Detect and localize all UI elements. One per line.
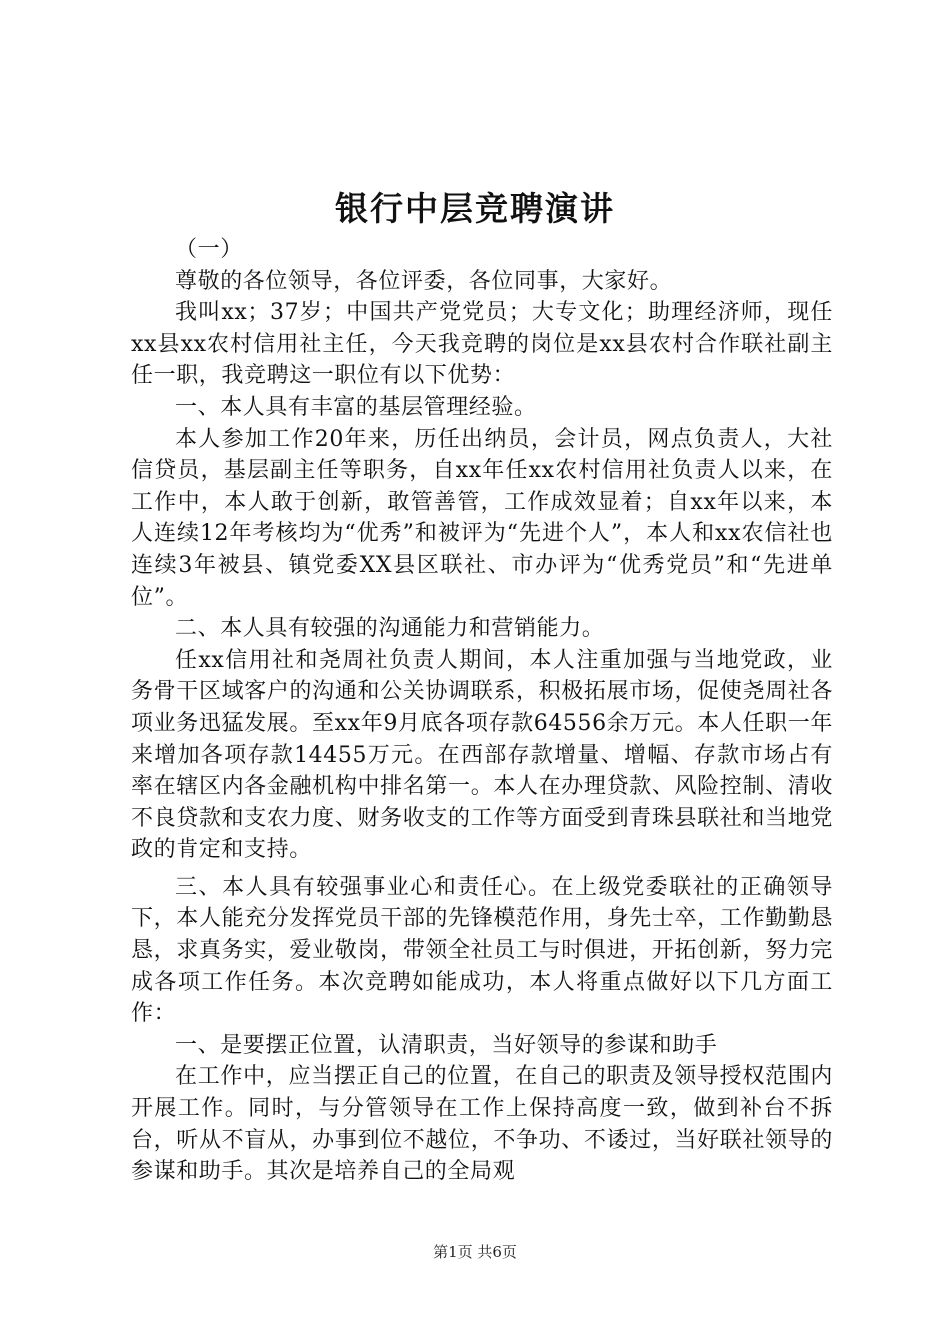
section-marker: （一） bbox=[175, 237, 243, 262]
advantage-heading-2: 二、本人具有较强的沟通能力和营销能力。 bbox=[175, 616, 605, 642]
work-plan-heading-1: 一、是要摆正位置，认清职责，当好领导的参谋和助手 bbox=[175, 1032, 718, 1058]
document-title: 银行中层竞聘演讲 bbox=[335, 189, 615, 228]
experience-paragraph: 本人参加工作20年来，历任出纳员，会计员，网点负责人，大社信贷员，基层副主任等职务，自xx年任xx农村信用社负责人以来，在工作中，本人敢于创新，敢管善管，工作成效显着；自xx年以来，本人连续12年考核均为“优秀”和被评为“先进个人”，本人和xx农信社也连续3年被县、镇党委XX县区联社、市办评为“优秀党员”和“先进单位”。 bbox=[131, 426, 833, 610]
document-body bbox=[131, 234, 833, 1188]
introduction-paragraph: 我叫xx；37岁；中国共产党党员；大专文化；助理经济师，现任xx县xx农村信用社主任，今天我竞聘的岗位是xx县农村合作联社副主任一职，我竞聘这一职位有以下优势： bbox=[131, 300, 833, 389]
responsibility-paragraph: 三、本人具有较强事业心和责任心。在上级党委联社的正确领导下，本人能充分发挥党员干部的先锋模范作用，身先士卒，工作勤勤恳恳，求真务实，爱业敬岗，带领全社员工与时俱进，开拓创新，努力完成各项工作任务。本次竞聘如能成功，本人将重点做好以下几方面工作： bbox=[131, 874, 833, 1027]
page-footer: 第1页 共6页 bbox=[433, 1243, 517, 1261]
work-plan-paragraph: 在工作中，应当摆正自己的位置，在自己的职责及领导授权范围内开展工作。同时，与分管领导在工作上保持高度一致，做到补台不拆台，听从不盲从，办事到位不越位，不争功、不诿过，当好联社领导的参谋和助手。其次是培养自己的全局观 bbox=[131, 1064, 833, 1185]
advantage-heading-1: 一、本人具有丰富的基层管理经验。 bbox=[175, 394, 537, 420]
greeting-paragraph: 尊敬的各位领导，各位评委，各位同事，大家好。 bbox=[175, 268, 673, 294]
communication-paragraph: 任xx信用社和尧周社负责人期间，本人注重加强与当地党政，业务骨干区域客户的沟通和公关协调联系，积极拓展市场，促使尧周社各项业务迅猛发展。至xx年9月底各项存款64556余万元。本人任职一年来增加各项存款14455万元。在西部存款增量、增幅、存款市场占有率在辖区内各金融机构中排名第一。本人在办理贷款、风险控制、清收不良贷款和支农力度、财务收支的工作等方面受到青珠县联社和当地党政的肯定和支持。 bbox=[131, 647, 833, 863]
